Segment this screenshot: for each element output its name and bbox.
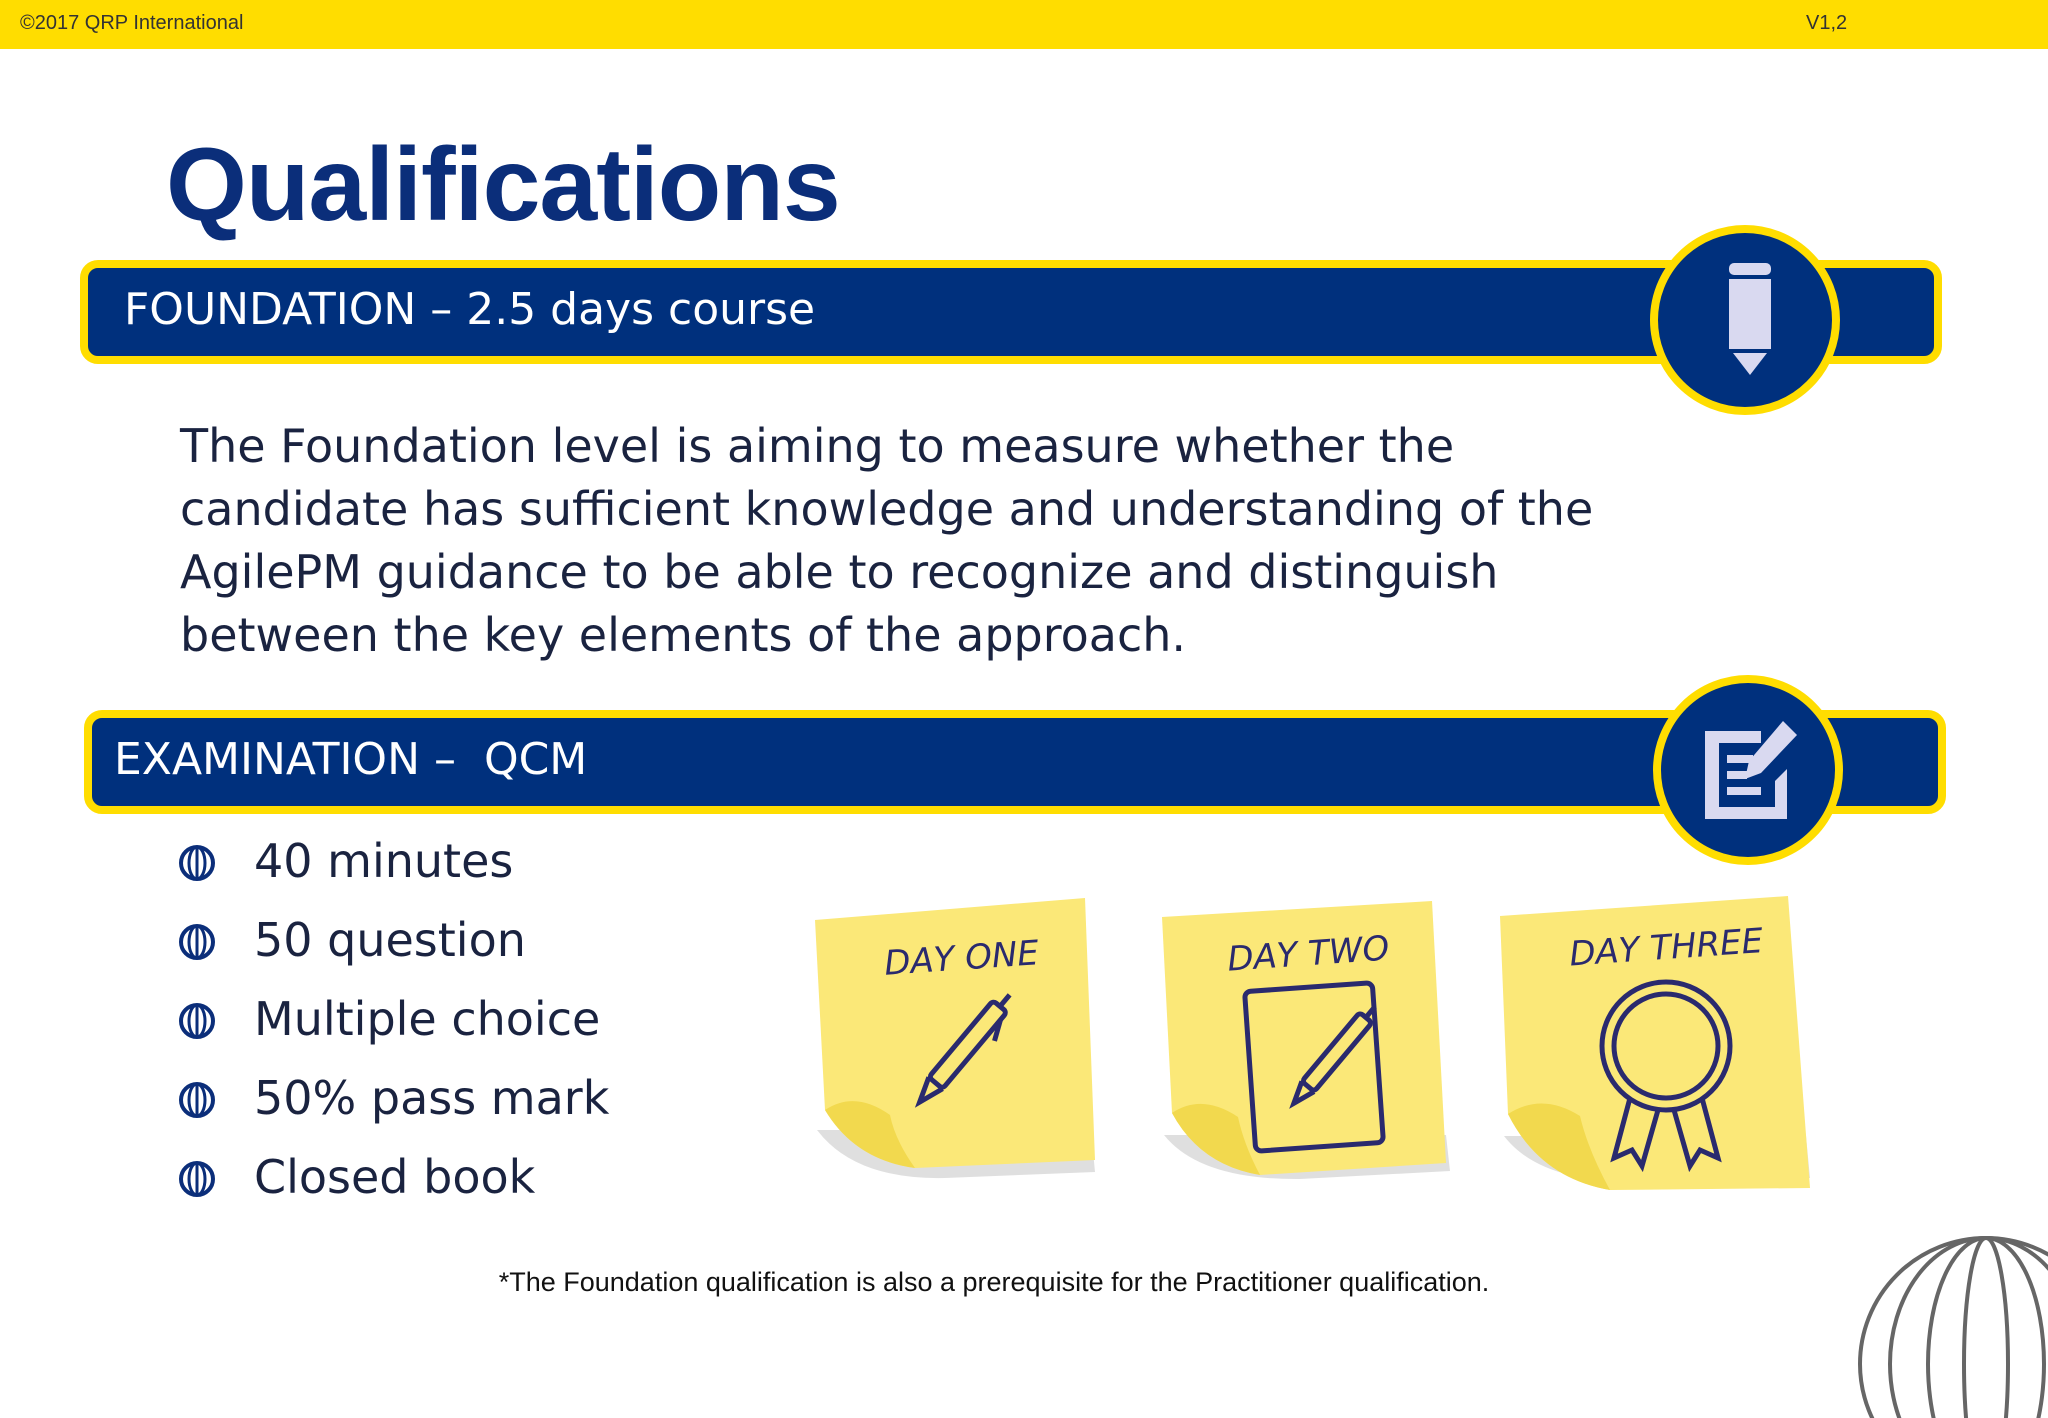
page-title: Qualifications [166, 127, 840, 243]
globe-bullet-icon [178, 844, 216, 882]
exam-edit-icon [1661, 683, 1835, 857]
sticky-note-day-three [1490, 888, 1820, 1202]
version-text: V1,2 [1806, 12, 1848, 34]
bullet-text: 50% pass mark [254, 1071, 610, 1125]
bullet-text: Closed book [254, 1150, 536, 1204]
globe-bullet-icon [178, 1002, 216, 1040]
examination-band-label: EXAMINATION – QCM [114, 734, 588, 785]
bullet-text: Multiple choice [254, 992, 601, 1046]
sticky-note-label: DAY TWO [1226, 928, 1391, 980]
sticky-note-day-one [795, 890, 1115, 1194]
bullet-text: 40 minutes [254, 834, 514, 888]
globe-bullet-icon [178, 1160, 216, 1198]
globe-bullet-icon [178, 923, 216, 961]
sticky-note-day-two [1150, 895, 1470, 1199]
foundation-description: The Foundation level is aiming to measure whether the candidate has sufficient knowledge and understanding of the AgilePM guidance to be able to recognize and distinguish between the key elements of the approach. [180, 419, 1594, 662]
examination-icon-badge [1653, 675, 1843, 865]
footnote [0, 1267, 2048, 1298]
footnote-text: *The Foundation qualification is also a prerequisite for the Practitioner qualification. [498, 1267, 1490, 1297]
globe-logo-icon [1840, 1218, 2048, 1418]
sticky-note-label: DAY THREE [1568, 921, 1765, 975]
pencil-icon [1658, 233, 1832, 407]
foundation-band-label: FOUNDATION – 2.5 days course [124, 284, 816, 335]
sticky-note-label: DAY ONE [883, 933, 1041, 984]
copyright-text: ©2017 QRP International [20, 12, 244, 34]
bullet-text: 50 question [254, 913, 526, 967]
header-bar [0, 0, 2048, 49]
foundation-icon-badge [1650, 225, 1840, 415]
globe-bullet-icon [178, 1081, 216, 1119]
